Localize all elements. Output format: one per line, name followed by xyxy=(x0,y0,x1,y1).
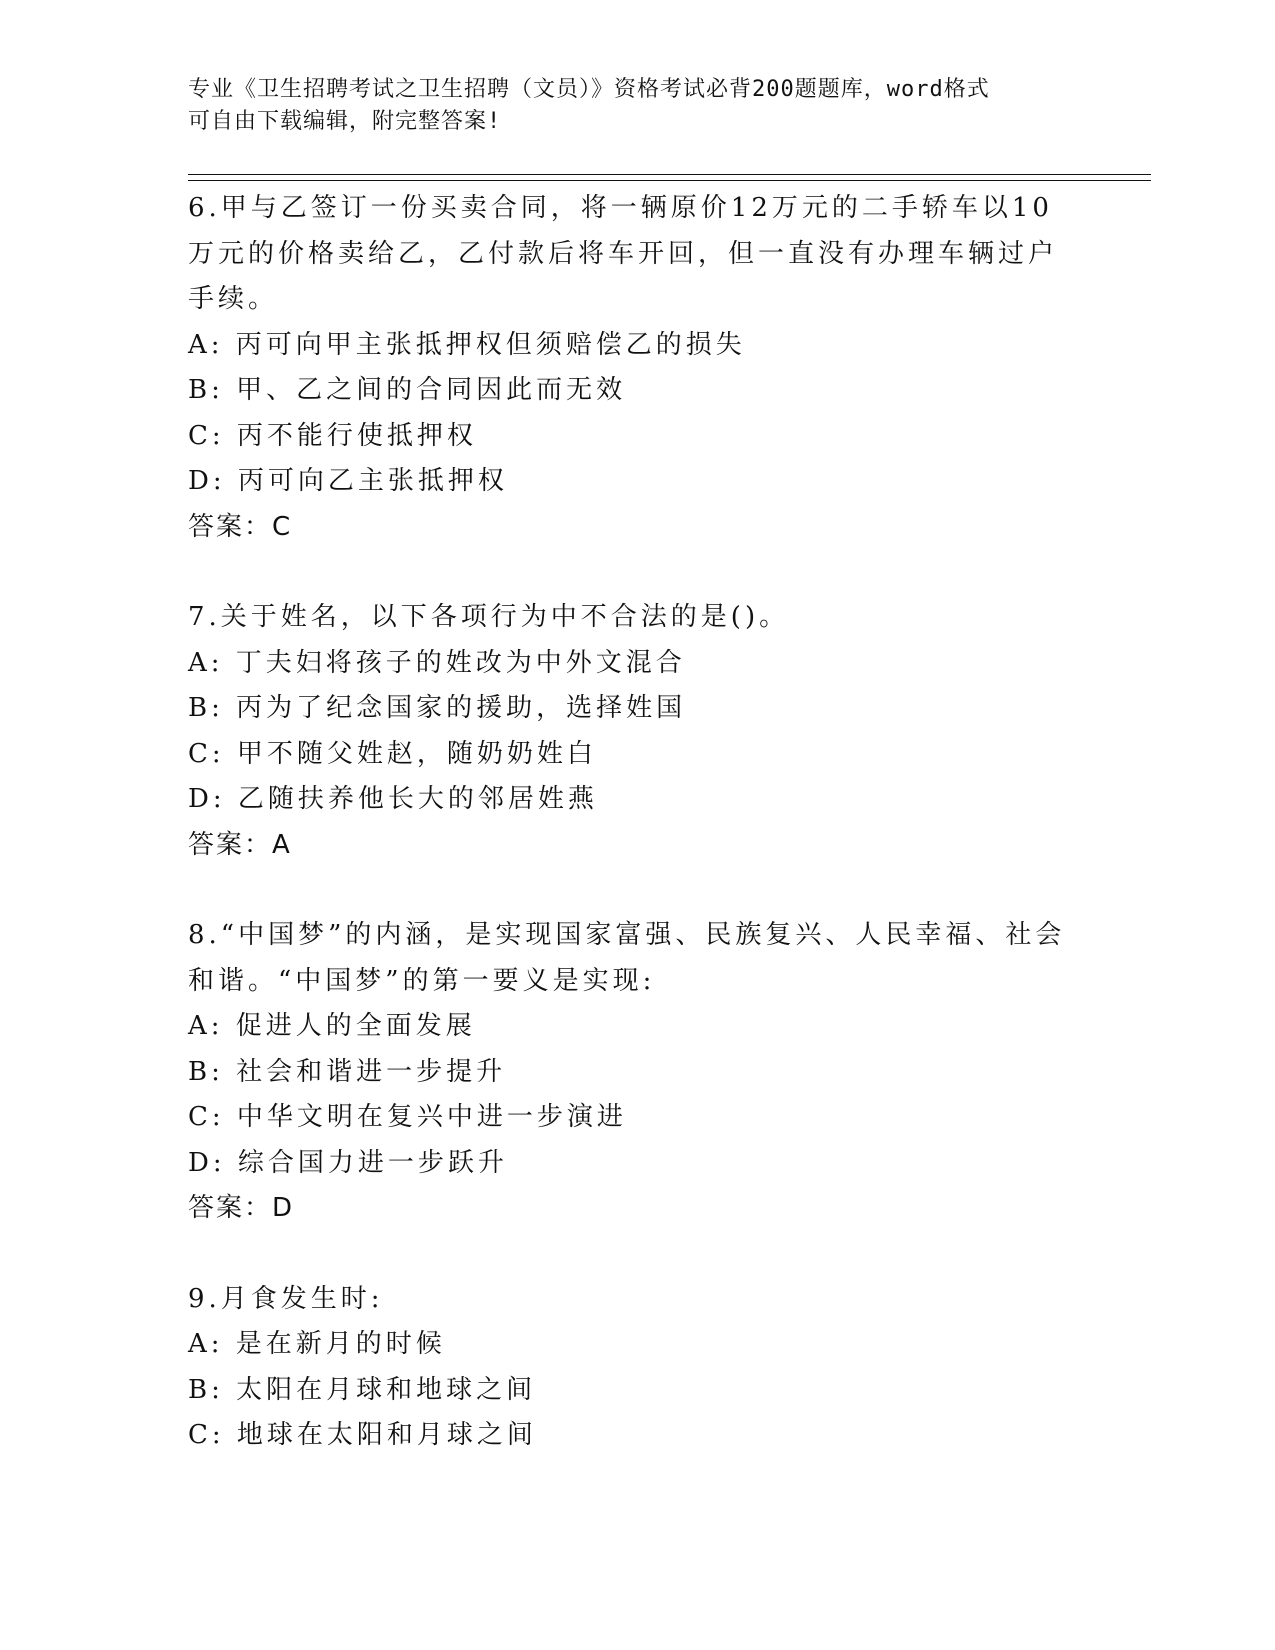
option-a: A: 丁夫妇将孩子的姓改为中外文混合 xyxy=(188,647,686,678)
option-b: B: 丙为了纪念国家的援助，选择姓国 xyxy=(188,693,687,723)
question-text: 7.关于姓名，以下各项行为中不合法的是()。 xyxy=(188,602,790,632)
option-c: C: 中华文明在复兴中进一步演进 xyxy=(188,1102,627,1132)
spacer xyxy=(188,1232,1078,1277)
answer: 答案：A xyxy=(188,829,292,860)
question-text: 8.“中国梦”的内涵，是实现国家富强、民族复兴、人民幸福、社会和谐。“中国梦”的第一要义是实现: xyxy=(188,920,1066,996)
option-b: B: 社会和谐进一步提升 xyxy=(188,1056,507,1087)
option-d: D: 乙随扶养他长大的邻居姓燕 xyxy=(188,784,598,814)
option-b: B: 甲、乙之间的合同因此而无效 xyxy=(188,375,627,405)
option-a: A: 是在新月的时候 xyxy=(188,1329,446,1359)
question-8 xyxy=(188,913,1078,1232)
question-9 xyxy=(188,1277,1078,1459)
spacer xyxy=(188,868,1078,913)
option-c: C: 丙不能行使抵押权 xyxy=(188,420,477,451)
option-c: C: 甲不随父姓赵，随奶奶姓白 xyxy=(188,738,597,769)
question-text: 9.月食发生时: xyxy=(188,1283,384,1314)
question-list xyxy=(188,186,1078,1459)
header-line-2: 可自由下载编辑，附完整答案! xyxy=(188,109,502,134)
question-6 xyxy=(188,186,1078,550)
question-7 xyxy=(188,595,1078,868)
answer: 答案：D xyxy=(188,1193,295,1223)
header-divider-bottom xyxy=(188,180,1151,181)
option-a: A: 促进人的全面发展 xyxy=(188,1011,476,1041)
header-line-1: 专业《卫生招聘考试之卫生招聘（文员）》资格考试必背200题题库，word格式 xyxy=(188,77,990,102)
document-header xyxy=(188,74,1068,138)
option-b: B: 太阳在月球和地球之间 xyxy=(188,1374,537,1405)
option-d: D: 丙可向乙主张抵押权 xyxy=(188,466,508,496)
header-divider-top xyxy=(188,174,1151,175)
option-d: D: 综合国力进一步跃升 xyxy=(188,1147,508,1178)
option-a: A: 丙可向甲主张抵押权但须赔偿乙的损失 xyxy=(188,329,746,360)
answer: 答案：C xyxy=(188,511,293,542)
option-c: C: 地球在太阳和月球之间 xyxy=(188,1420,537,1450)
question-text: 6.甲与乙签订一份买卖合同，将一辆原价12万元的二手轿车以10万元的价格卖给乙，乙付款后将车开回，但一直没有办理车辆过户手续。 xyxy=(188,193,1059,314)
spacer xyxy=(188,550,1078,595)
